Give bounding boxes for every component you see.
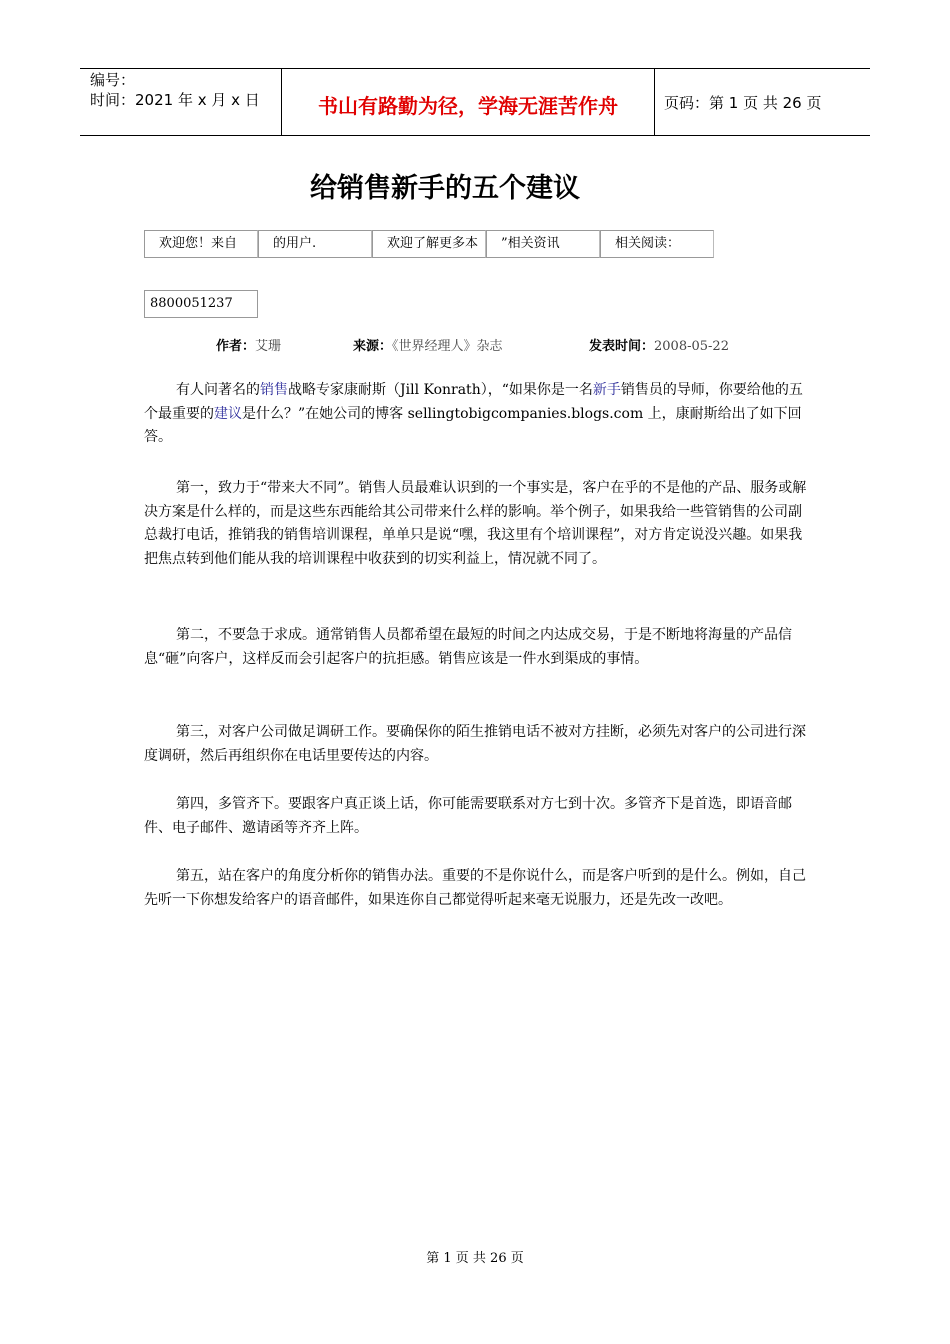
date-label: 发表时间： bbox=[589, 339, 655, 354]
header-top-rule bbox=[80, 68, 870, 69]
author-name: 艾珊 bbox=[255, 339, 282, 354]
paragraph-second: 第二，不要急于求成。通常销售人员都希望在最短的时间之内达成交易，于是不断地将海量的产品信息“砸”向客户，这样反而会引起客户的抗拒感。销售应该是一件水到渠成的事情。 bbox=[144, 627, 792, 667]
author-label: 作者： bbox=[216, 339, 256, 354]
paragraph-first: 第一，致力于“带来大不同”。销售人员最难认识到的一个事实是，客户在乎的不是他的产品、服务或解决方案是什么样的，而是这些东西能给其公司带来什么样的影响。举个例子，如果我给一些管销售的公司副总裁打电话，推销我的销售培训课程，单单只是说“嘿，我这里有个培训课程”，对方肯定说没兴趣。如果我把焦点转到他们能从我的培训课程中收获到的切实利益上，情况就不同了。 bbox=[144, 480, 807, 567]
paragraph-fifth: 第五，站在客户的角度分析你的销售办法。重要的不是你说什么，而是客户听到的是什么。例如，自己先听一下你想发给客户的语音邮件，如果连你自己都觉得听起来毫无说服力，还是先改一改吧。 bbox=[144, 868, 806, 908]
paragraph-fourth: 第四，多管齐下。要跟客户真正谈上话，你可能需要联系对方七到十次。多管齐下是首选，即语音邮件、电子邮件、邀请函等齐齐上阵。 bbox=[144, 796, 792, 836]
source-label: 来源： bbox=[353, 339, 393, 354]
number-label: 编号： bbox=[90, 71, 136, 89]
header-bottom-rule bbox=[80, 135, 870, 136]
info-cell-learn-more: 欢迎了解更多本 bbox=[372, 230, 486, 258]
info-cell-user: 的用户. bbox=[258, 230, 372, 258]
time-label: 时间：2021 年 x 月 x 日 bbox=[90, 91, 260, 109]
info-cell-related-news: ”相关资讯 bbox=[486, 230, 600, 258]
author-meta bbox=[216, 335, 281, 354]
info-cell-welcome: 欢迎您！来自 bbox=[144, 230, 258, 258]
publish-date: 2008-05-22 bbox=[654, 339, 729, 354]
source-meta bbox=[353, 335, 503, 354]
header-motto: 书山有路勤为径，学海无涯苦作舟 bbox=[318, 94, 618, 118]
link-sales[interactable]: 销售 bbox=[260, 382, 288, 398]
source-name: 《世界经理人》杂志 bbox=[392, 339, 503, 354]
link-advice[interactable]: 建议 bbox=[214, 405, 242, 422]
date-meta bbox=[589, 335, 729, 354]
text-run: 有人问著名的 bbox=[176, 382, 260, 398]
paragraph-intro bbox=[144, 379, 809, 450]
text-run: 是什么？”在她公司的博客 sellingtobigcompanies.blogs.com 上，康耐斯给出了如下回答。 bbox=[144, 405, 802, 445]
paragraph-third: 第三，对客户公司做足调研工作。要确保你的陌生推销电话不被对方挂断，必须先对客户的公司进行深度调研，然后再组织你在电话里要传达的内容。 bbox=[144, 724, 806, 764]
text-run: 销售员的导师，你要给他的五个最重要的 bbox=[144, 382, 803, 422]
header-divider bbox=[654, 68, 655, 136]
link-novice[interactable]: 新手 bbox=[592, 382, 621, 398]
info-bar bbox=[144, 230, 714, 258]
text-run: 战略专家康耐斯（Jill Konrath），“如果你是一名 bbox=[288, 382, 593, 398]
footer-page-number: 第 1 页 共 26 页 bbox=[426, 1251, 524, 1266]
article-id-box: 8800051237 bbox=[144, 290, 258, 318]
header-page-label: 页码：第 1 页 共 26 页 bbox=[664, 94, 822, 112]
header-left bbox=[90, 70, 260, 110]
info-cell-related-reading: 相关阅读： bbox=[600, 230, 714, 258]
article-title: 给销售新手的五个建议 bbox=[310, 173, 580, 204]
